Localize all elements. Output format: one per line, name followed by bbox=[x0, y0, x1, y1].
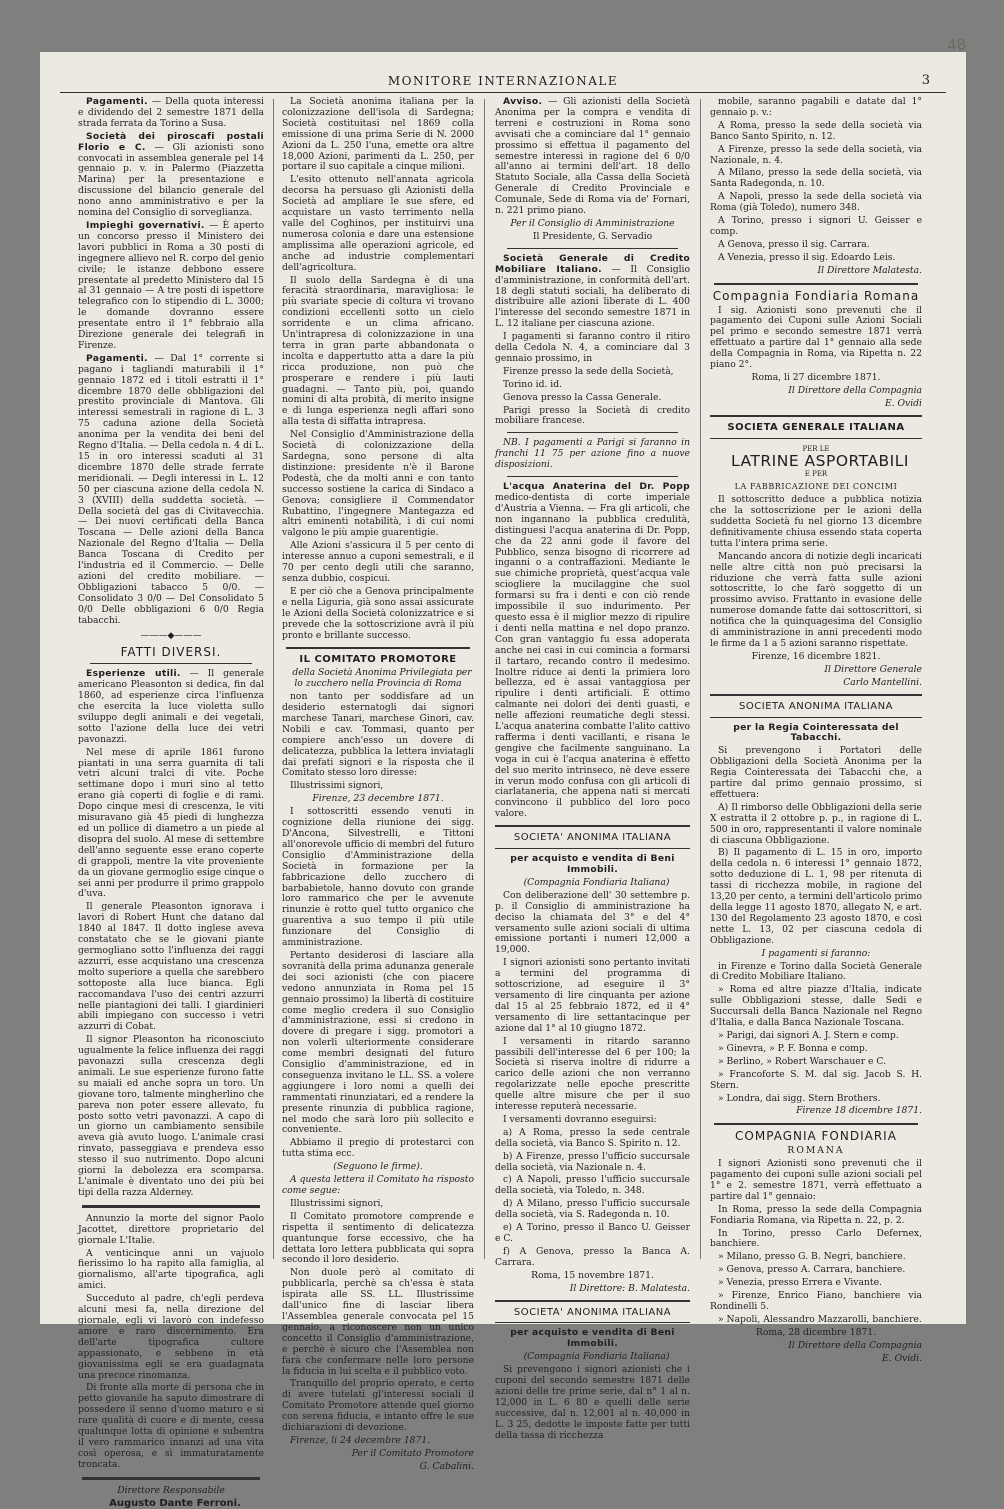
list-item: e) A Torino, presso il Banco U. Geisser e C. bbox=[495, 1222, 690, 1244]
list-item: c) A Napoli, presso l'ufficio succursale della società, via Toledo, n. 348. bbox=[495, 1174, 690, 1197]
ad-subtitle: (Compagnia Fondiaria Italiana) bbox=[523, 1351, 670, 1363]
signature: Il Direttore Generale bbox=[824, 663, 922, 675]
article-text: — Il Consiglio d'amministrazione, in conformità dell'art. 18 degli statuti sociali, ha deliberato di distribuire alle azioni liberate di L. 400 l'interesse del secondo semestre 1871 in L. 12 italiane per ciascuna azione. bbox=[495, 263, 690, 330]
ad-subtitle: E PER bbox=[804, 470, 828, 479]
signature: Per il Comitato Promotore bbox=[351, 1447, 474, 1459]
article-esperienze bbox=[78, 669, 264, 745]
ad-subtitle: per la Regia Cointeressata del Tabacchi. bbox=[733, 721, 899, 744]
page-number: 3 bbox=[921, 73, 930, 88]
ad-title-latrine: SOCIETA GENERALE ITALIANA bbox=[727, 421, 905, 433]
paragraph: I sottoscritti essendo venuti in cognizione della riunione dei sigg. D'Ancona, Silvestrelli, e Tittoni all'onorevole ufficio di membri del futuro Consiglio d'Amministrazione della Società in formazione per la fabbricazione dello zucchero di barbabietole, hanno dovuto con grande loro rammarico che per le avvenute rinunzie è rotto quel tutto organico che guarentiva a suo tempo il più utile funzionare del Consiglio di amministrazione. bbox=[282, 806, 474, 949]
paragraph: Il Comitato promotore comprende e rispetta il sentimento di delicatezza quantunque forse eccessivo, che ha dettata loro lettera pubblicata qui sopra secondo il loro desiderio. bbox=[282, 1210, 474, 1266]
dateline: Firenze, li 24 decembre 1871. bbox=[290, 1434, 431, 1446]
paragraph: A questa lettera il Comitato ha risposto come segue: bbox=[282, 1174, 474, 1196]
masthead-rule bbox=[60, 92, 946, 93]
note: (Seguono le firme). bbox=[333, 1161, 423, 1173]
article-florio bbox=[78, 132, 264, 219]
paragraph: Si prevengono i Portatori delle Obbligazioni della Società Anonima per la Regia Cointeressata dei Tabacchi che, a partire dal primo gennaio prossimo, si effettuera: bbox=[710, 745, 922, 800]
list-item: f) A Genova, presso la Banca A. Carrara. bbox=[495, 1245, 690, 1268]
ad-box bbox=[710, 415, 922, 439]
editor-name: Augusto Dante Ferroni. bbox=[109, 1497, 241, 1509]
list-item: a) A Roma, presso la sede centrale della società, via Banco S. Spirito n. 12. bbox=[495, 1126, 690, 1149]
paragraph: I sig. Azionisti sono prevenuti che il pagamento dei Cuponi sulle Azioni Sociali pel primo e secondo semestre 1871 verrà effettuato a partire dal 1° gennaio alla sede della Compagnia in Roma, via Ripetta n. 22 piano 2°. bbox=[710, 304, 922, 371]
signature: Il Presidente, G. Servadio bbox=[532, 230, 653, 242]
paragraph: Pertanto desiderosi di lasciare alla sovranità della prima adunanza generale dei soci azionisti (che con piacere vedono annunziata in Roma pel 15 gennaio prossimo) la libertà di costituire come meglio credera il suo Consiglio d'amministrazione, essi si credono in dovere di pregare i sigg. promotori a non volerli ulteriormente considerare come membri designati del futuro Consiglio d'amministrazione, ed in conseguenza invitano le LL. SS. a volere aggiungere i loro nomi a quelli dei rammentati rinunziatari, ed a rendere la presente rinunzia di pubblica ragione, nel modo che sarà loro più sollecito e conveniente. bbox=[282, 949, 474, 1136]
signature: Carlo Mantellini. bbox=[843, 676, 922, 688]
ad-title-fondiaria: Compagnia Fondiaria Romana bbox=[712, 288, 920, 303]
signature: E. Ovidi bbox=[884, 397, 922, 409]
dateline: Roma, li 27 dicembre 1871. bbox=[751, 371, 881, 383]
handwritten-page-number: 48 bbox=[946, 35, 967, 55]
column-1 bbox=[78, 96, 265, 1509]
article-text: medico-dentista di corte imperiale d'Austria a Vienna. — Fra gli articoli, che non ingannano la pubblica credulità, distinguesi l'acqua anaterina di Dr. Popp, che da 22 anni gode il favore del Pubblico, senza bisogno di ricorrere ad inganni o a contraffazioni. Mediante le sue chimiche proprietà, quest'acqua vale sciogliere la mucilaggine che suol formarsi su fra i denti e con ciò rende impossibile il suo indurimento. Per questo essa è il miglior mezzo di ripulire i denti nella mattina e nel dopo pranzo. Con gran vantaggio fu essa adoperata anche nei casi in cui comincia a formarsi il tartaro, recando contro il medesimo. Inoltre riduce ai denti la primiera loro bellezza, ed è assai vantaggiosa per ripulire i denti artificiali. È ottimo calmante nei dolori dei denti guasti, e nelle affezioni reumatiche degli stessi. L'acqua anaterina combatte l'alito cattivo rafferma i denti vacillanti, e risana le gengive che facilmente sanguinano. La voga in cui è l'acqua anaterina è effetto del suo merito intrinseco, nè deve essere in verun modo confusa con gli articoli di ciarlataneria, che appena nati si mercati convincono il pubblico del loro poco valore. bbox=[495, 492, 690, 820]
list-item: » Berlino, » Robert Warschauer e C. bbox=[718, 1055, 887, 1067]
article-heading: Pagamenti. bbox=[86, 352, 148, 364]
paragraph: Non duole però al comitato di pubblicarla, perchè sa ch'essa è stata ispirata alle SS. LL. Illustrissime dall'unico fine di lasciar libera l'Assemblea generale convocata pel 15 gennaio, a riconoscere non un unico concetto il Consiglio d'amministrazione, e perchè è sicuro che l'Assemblea non farà che confermare nelle loro persone la fiducia in lui scelta e il pubblico voto. bbox=[282, 1267, 474, 1377]
list-item: In Torino, presso Carlo Defernex, banchiere. bbox=[710, 1227, 922, 1250]
article-heading: Esperienze utili. bbox=[86, 668, 181, 680]
article-heading: Impieghi governativi. bbox=[86, 219, 205, 231]
article-heading: Società dei piroscafi postali Florio e C. bbox=[78, 130, 264, 153]
ad-box bbox=[495, 1300, 690, 1324]
rule bbox=[90, 663, 252, 664]
list-item: A Torino, presso i signori U. Geisser e comp. bbox=[710, 215, 922, 237]
paragraph: Con deliberazione dell' 30 settembre p. p. il Consiglio di amministrazione ha deciso la chiamata del 3° e del 4° versamento sulle azioni sociali di ultima emissione portanti i numeri 12,000 a 19,000. bbox=[495, 889, 690, 956]
paragraph: E per ciò che a Genova principalmente e nella Liguria, già sono assai assicurate le Azioni della Società colonizzatrice e si prevede che la sottoscrizione avrà il più pronto e brillante successo. bbox=[282, 585, 474, 641]
ad-title-compagnia: COMPAGNIA FONDIARIA bbox=[735, 1129, 897, 1144]
dateline: Firenze 18 dicembre 1871. bbox=[796, 1105, 922, 1117]
list-item: » Milano, presso G. B. Negri, banchiere. bbox=[718, 1251, 906, 1263]
paragraph: Tranquillo del proprio operato, e certo di avere tutelati gl'interessi sociali il Comitato Promotore attende quel giorno con serena fiducia, e intanto offre le sue dichiarazioni di devozione. bbox=[282, 1378, 474, 1434]
article-text: — È aperto un concorso presso il Ministero dei lavori pubblici in Roma a 30 posti di ingegnere allievo nel R. corpo del genio civile; le istanze debbono essere presentate al predetto Ministero dal 15 al 31 gennaio — A tre posti di ispettore telegrafico con lo stipendio di L. 3000; le domande dovranno essere presentate entro il 1° febbraio alla Direzione generale dei telegrafi in Firenze. bbox=[78, 219, 265, 351]
column-3 bbox=[495, 96, 690, 1441]
paragraph: Mancando ancora di notizie degli incaricati nelle altre città non può precisarsi la riduzione che verrà fatta sulle azioni sottoscritte, lo che farò soggetto di un prossimo avviso. Frattanto in evasione delle numerose domande fatte dai sottoscrittori, si notifica che la quinquagesima del Consiglio di amministrazione in anni precedenti modo le firme da 1 a 5 azioni saranno rispettate. bbox=[710, 550, 922, 649]
paragraph: A) Il rimborso delle Obbligazioni della serie X estratta il 2 ottobre p. p., in ragione di L. 500 in oro, rappresentanti il valore nominale di ciascuna Obbligazione. bbox=[710, 801, 922, 846]
ad-title: SOCIETA' ANONIMA ITALIANA bbox=[513, 1306, 672, 1318]
list-item: » Venezia, presso Errera e Vivante. bbox=[718, 1277, 882, 1289]
paragraph: Il generale Pleasonton ignorava i lavori di Robert Hunt che datano dal 1840 al 1847. Il dotto inglese aveva constatato che se le giovani piante germogliano sotto l'influenza dei raggi azzurri, esse acquistano una crescenza molto superiore a quella che sarebbero sottoposte alla luce bianca. Egli raccomandava l'uso dei centri azzurri nelle piantagioni dei talli. I giardinieri abili impiegano con successo i vetri azzurri di Cobat. bbox=[78, 901, 264, 1033]
signature: E. Ovidi. bbox=[882, 1352, 922, 1364]
rule bbox=[507, 248, 678, 249]
article-heading: Pagamenti. bbox=[86, 96, 148, 107]
ad-subtitle: per acquisto e vendita di Beni Immobili. bbox=[510, 853, 675, 875]
article-heading: Società Generale di Credito Mobiliare Italiano. bbox=[495, 252, 690, 275]
paragraph: Abbiamo il pregio di protestarci con tutta stima ecc. bbox=[282, 1137, 474, 1160]
list-item: A Milano, presso la sede della società, via Santa Radegonda, n. 10. bbox=[710, 167, 922, 190]
article-pagamenti-susa bbox=[78, 97, 264, 130]
paragraph: Alle Azioni s'assicura il 5 per cento di interesse annuo a cuponi semestrali, e il 70 per cento degli utili che saranno, senza dubbio, cospicui. bbox=[282, 540, 474, 584]
list-item: b) A Firenze, presso l'ufficio succursale della società, via Nazionale n. 4. bbox=[495, 1150, 690, 1173]
rule bbox=[507, 432, 678, 433]
paragraph: Si prevengono i signori azionisti che i cuponi del secondo semestre 1871 delle azioni delle tre prime serie, dal n° 1 al n. 12,000 in L. 6 80 e quelli delle serie successive, dal n. 12,001 al n. 40,000 in L. 3 25, dedotte le imposte fatte per tutti della tassa di ricchezza bbox=[495, 1364, 690, 1441]
dateline: Firenze, 16 dicembre 1821. bbox=[751, 650, 881, 662]
section-title-comitato: IL COMITATO PROMOTORE bbox=[299, 654, 457, 666]
thick-divider bbox=[82, 1205, 260, 1208]
article-text: — Gli azionisti sono convocati in assemblea generale pel 14 gennaio p. v. in Palermo (Piazzetta Marina) per la presentazione e discussione del bilancio generale del nono anno amministrativo e per la nomina del Consiglio di sorveglianza. bbox=[78, 141, 264, 219]
paragraph: Nel Consiglio d'Amministrazione della Società di colonizzazione della Sardegna, sono persone di alta distinzione: presidente n'è il Barone Podestà, che da molti anni e con tanto successo sostiene la carica di Sindaco a Genova; consigliere il Commendator Rubattino, l'ingegnere Mantegazza ed altri eminenti notabilità, i di cui nomi valgono le più ampie guarentigie. bbox=[282, 429, 474, 539]
list-item: A Roma, presso la sede della società via Banco Santo Spirito, n. 12. bbox=[710, 119, 922, 142]
signature: Il Direttore della Compagnia bbox=[788, 1339, 922, 1351]
paragraph: Il signor Pleasonton ha riconosciuto ugualmente la felice influenza dei raggi pavonazzi sulla crescenza degli animali. Le sue esperienze furono fatte su maiali ed anche sopra un toro. Un giovane toro, talmente mingherlino che pareva non poter essere allevato, fu posto sotto vetri pavonazzi. A capo di un giorno un cambiamento sensibile aveva già avuto luogo. L'animale crasi rinvato, passeggiava e prendeva esso stesso il suo nutrimento. Dopo alcuni giorni la debolezza era scomparsa. L'animale è diventato uno dei più bei tipi della razza Alderney. bbox=[78, 1034, 264, 1198]
list-item: » Genova, presso A. Carrara, banchiere. bbox=[718, 1264, 906, 1276]
paragraph: I pagamenti si faranno contro il ritiro della Cedola N. 4, a cominciare dal 3 gennaio prossimo, in bbox=[495, 331, 690, 364]
list-item: A Firenze, presso la sede della società, via Nazionale, n. 4. bbox=[710, 143, 922, 166]
dateline: Roma, 15 novembre 1871. bbox=[531, 1269, 654, 1281]
list-item: » Francoforte S. M. dal sig. Jacob S. H. Stern. bbox=[710, 1068, 922, 1091]
thick-divider bbox=[714, 283, 918, 285]
salutation: Illustrissimi signori, bbox=[290, 1197, 384, 1209]
ad-subtitle: (Compagnia Fondiaria Italiana) bbox=[523, 876, 670, 888]
list-item: » Ginevra, » P. F. Bonna e comp. bbox=[718, 1042, 868, 1054]
list-item: A Venezia, presso il sig. Edoardo Leis. bbox=[718, 251, 896, 263]
paragraph: Nel mese di aprile 1861 furono piantati in una serra guarnita di tali vetri alcuni tralci di vite. Poche settimane dopo i muri sino al tetto erano già coperti di foglie e di rami. Dopo cinque mesi di crescenza, le viti misuravano già 45 piedi di lunghezza ed un pollice di diametro a un piede al disopra del suolo. Al mese di settembre dell'anno seguente esse erano coperte di grappoli, mentre la vite proveniente da un giovane germoglio esige cinque o sei anni per produrre il primo grappolo d'uva. bbox=[78, 746, 264, 900]
article-credito-mobiliare bbox=[495, 254, 690, 330]
list-item: A Genova, presso il sig. Carrara. bbox=[718, 238, 870, 250]
column-divider bbox=[700, 99, 701, 1259]
article-text: — Il generale americano Pleasonton si dedica, fin dal 1860, ad esperienze circa l'influenza che esercita la luce violetta sullo sviluppo degli animali e dei vegetali, sotto l'azione della luce dei vetri pavonazzi. bbox=[78, 668, 264, 745]
paragraph: mobile, saranno pagabili e datate dal 1° gennaio p. v.: bbox=[710, 96, 922, 118]
column-2 bbox=[282, 96, 474, 1472]
paragraph: I versamenti dovranno eseguirsi: bbox=[503, 1113, 657, 1125]
thick-divider bbox=[286, 647, 470, 649]
ad-subtitle: PER LE bbox=[802, 444, 830, 453]
ad-subtitle: per acquisto e vendita di Beni Immobili. bbox=[510, 1327, 675, 1350]
list-item: Genova presso la Cassa Generale. bbox=[503, 391, 662, 403]
paragraph: A venticinque anni un vajuolo fierissimo lo ha rapito alla famiglia, al giornalismo, all'arte tipografica, agli amici. bbox=[78, 1247, 264, 1292]
column-divider bbox=[273, 99, 274, 1259]
section-title-fatti-diversi: FATTI DIVERSI. bbox=[120, 645, 222, 660]
paragraph: L'esito ottenuto nell'annata agricola decorsa ha persuaso gli Azionisti della Società ad ampliare le sue sfere, ed acquistare un vasto terrimento nella valle del Coghinos, per instituirvi una numerosa colonia e dare una estensione amplissima alle operazioni agricole, ed anche ad industrie complementari dell'agricoltura. bbox=[282, 174, 474, 273]
article-heading: Avviso. bbox=[503, 96, 543, 107]
paragraph: Annunzio la morte del signor Paolo Jacottet, direttore proprietario del giornale L'Italie. bbox=[78, 1212, 264, 1246]
list-item: » Parigi, dai signori A. J. Stern e comp. bbox=[718, 1029, 899, 1041]
paragraph: I signori azionisti sono pertanto invitati a termini del programma di sottoscrizione, ad eseguire il 3° versamento di lire cinquanta per azione dal 15 al 25 febbraio 1872, ed il 4° versamento di lire settantacinque per azione dal 1° al 10 giugno 1872. bbox=[495, 957, 690, 1034]
list-item: d) A Milano, presso l'ufficio succursale della società, via S. Radegonda n. 10. bbox=[495, 1198, 690, 1221]
list-item: A Napoli, presso la sede della società via Roma (già Toledo), numero 348. bbox=[710, 191, 922, 214]
article-avviso bbox=[495, 97, 690, 217]
list-item: » Londra, dai sigg. Stern Brothers. bbox=[718, 1092, 881, 1104]
ornament-divider: ———◆——— bbox=[140, 630, 202, 641]
editor-label: Direttore Responsabile bbox=[117, 1484, 225, 1496]
paragraph: Di fronte alla morte di persona che in petto giovanile ha saputo dimostrare di possedere il senno d'uomo maturo e sì rare qualità di cuore e di mente, cessa qualunque lotta di opinione e subentra il vero rammarico innanzi ad una vita così operosa, e sì immaturatamente troncata. bbox=[78, 1382, 264, 1470]
masthead-title: MONITORE INTERNAZIONALE bbox=[387, 74, 619, 88]
dateline: Firenze, 23 decembre 1871. bbox=[312, 793, 444, 805]
dateline: Roma, 28 dicembre 1871. bbox=[755, 1326, 877, 1338]
list-item: Parigi presso la Società di credito mobiliare francese. bbox=[495, 404, 690, 427]
list-item: » Firenze, Enrico Fiano, banchiere via Rondinelli 5. bbox=[710, 1290, 922, 1312]
newspaper-page bbox=[40, 35, 967, 1509]
article-impieghi bbox=[78, 221, 264, 352]
note: NB. I pagamenti a Parigi si faranno in franchi 11 75 per azione fino a nuove disposizioni. bbox=[495, 437, 690, 471]
paragraph: B) Il pagamento di L. 15 in oro, importo della cedola n. 6 interessi 1° gennaio 1872, sotto deduzione di L. 1, 98 per ritenuta di tassi di ricchezza mobile, in ragione del 13,20 per cento, a termini dell'articolo primo della legge 11 agosto 1870, allegato N, e art. 130 del Regolamento 23 agosto 1870, e così nette L. 13, 02 per ciascuna cedola di Obbligazione. bbox=[710, 847, 922, 946]
paragraph: I signori Azionisti sono prevenuti che il pagamento dei cuponi sulle azioni sociali pel 1° e 2. semestre 1871, verrà effettuato a partire dal 1° gennaio: bbox=[710, 1158, 922, 1202]
thick-divider bbox=[714, 1123, 918, 1125]
thick-divider bbox=[82, 1477, 260, 1480]
paragraph: non tanto per soddisfare ad un desiderio esternatogli dai signori marchese Tanari, marchese Ginori, cav. Nobili e cav. Tommasi, quanto per compiere anch'esso un dovere di delicatezza, pubblica la lettera inviatagli dai prefati signori e la risposta che il Comitato stesso loro diresse: bbox=[282, 691, 474, 779]
ad-title: SOCIETA' ANONIMA ITALIANA bbox=[513, 832, 672, 844]
paragraph: Il sottoscritto deduce a pubblica notizia che la sottoscrizione per le azioni della suddetta Società fu nel giorno 13 dicembre definitivamente chiusa essendo stata coperta tutta l'intera prima serie. bbox=[710, 494, 922, 549]
paragraph: Succeduto al padre, ch'egli perdeva alcuni mesi fa, nella direzione del giornale, egli vi lavorò con indefesso amore e raro discernimento. Era dell'arte tipografica cultore appassionato, e sebbene in età giovanissima egli se era guadagnata una precoce rinomanza. bbox=[78, 1293, 264, 1381]
rule bbox=[507, 476, 678, 477]
column-4 bbox=[710, 96, 922, 1364]
list-item: » Napoli, Alessandro Mazzarolli, banchiere. bbox=[718, 1313, 922, 1325]
ad-box bbox=[710, 694, 922, 718]
signature: G. Cabalini. bbox=[419, 1460, 474, 1472]
column-divider bbox=[484, 99, 485, 1259]
ad-title-tabacchi: SOCIETA ANONIMA ITALIANA bbox=[739, 700, 893, 712]
article-text: — Dal 1° corrente si pagano i tagliandi maturabili il 1° gennaio 1872 ed i titoli estratti il 1° dicembre 1870 delle obbligazioni del prestito provinciale di Mantova. Gli interessi semestrali in ragione di L. 3 75 caduna azione della Società anonima per la vendita dei beni del Regno d'Italia. — Della cedola n. 4 di L. 15 in oro interessi scaduti al 31 dicembre 1870 delle strade ferrate meridionali. — Degli interessi in L. 12 50 per ciascuna azione della cedola N. 3 (XVIII) della suddetta società. — Della società del gas di Civitavecchia. — Dei nuovi certificati della Banca Toscana — Delle azioni della Banca Nazionale del Regno d'Italia — Della Banca Toscana di Credito per l'industria ed il Commercio. — Delle azioni del credito mobiliare. — Obbligazioni tabacco 5 0/0. — Consolidato 3 0/0 — Del Consolidato 5 0/0 Delle obbligazioni 6 0/0 Regia tabacchi. bbox=[78, 352, 264, 626]
ad-headline: LATRINE ASPORTABILI bbox=[731, 452, 909, 471]
ad-subtitle: ROMANA bbox=[787, 1145, 845, 1157]
salutation: Illustrissimi signori, bbox=[290, 780, 384, 792]
signature: Il Direttore: B. Malatesta. bbox=[569, 1282, 690, 1294]
article-acqua-anaterina bbox=[495, 482, 690, 820]
signature: Il Direttore Malatesta. bbox=[817, 264, 922, 276]
article-pagamenti-mantova bbox=[78, 354, 264, 627]
list-item: Torino id. id. bbox=[503, 378, 563, 390]
signature: Il Direttore della Compagnia bbox=[788, 384, 922, 396]
list-item: Firenze presso la sede della Società, bbox=[503, 365, 674, 377]
paragraph: I versamenti in ritardo saranno passibili dell'interesse del 6 per 100; la Società si riserva inoltre di ridurre a carico delle azioni che non verranno regolarizzate nelle epoche prescritte quelle altre misure che per il suo interesse reputerà necessarie. bbox=[495, 1035, 690, 1113]
article-heading: L'acqua Anaterina del Dr. Popp bbox=[503, 481, 690, 493]
paragraph: I pagamenti si faranno: bbox=[761, 947, 871, 959]
masthead bbox=[40, 74, 966, 90]
paragraph: in Firenze e Torino dalla Società Generale di Credito Mobiliare Italiano. bbox=[710, 960, 922, 983]
ad-subtitle: LA FABBRICAZIONE DEI CONCIMI bbox=[734, 482, 898, 492]
article-text: — Gli azionisti della Società Anonima per la compra e vendita di terreni e costruzioni in Roma sono avvisati che a cominciare dal 1° gennaio prossimo si effettua il pagamento del semestre interessi in ragione del 6 0/0 all'anno ai termini dell'art. 18 dello Statuto Sociale, alla Cassa della Società Generale di Credito Provinciale e Comunale, Sede di Roma via de' Fornari, n. 221 primo piano. bbox=[495, 96, 690, 217]
paragraph: » Roma ed altre piazze d'Italia, indicate sulle Obbligazioni stesse, dalle Sedi e Succursali della Banca Nazionale nel Regno d'Italia, e dalla Banca Nazionale Toscana. bbox=[710, 984, 922, 1029]
list-item: In Roma, presso la sede della Compagnia Fondiaria Romana, via Ripetta n. 22, p. 2. bbox=[710, 1203, 922, 1226]
article-text: — Della quota interessi e dividendo del 2 semestre 1871 della strada ferrata da Torino a Susa. bbox=[78, 96, 264, 129]
paragraph: Il suolo della Sardegna è di una feracità straordinaria, maravigliosa: le più svariate specie di coltura vi trovano condizioni eccellenti sotto un cielo sorridente e un clima africano. Un'intrapresa di colonizzazione in una terra in gran parte abbandonata o incolta e dappertutto atta a dare la più ricca produzione, non può che prosperare e rendere i più lauti guadagni. — Tanto più, poi, quando nomini di alta probità, di merito insigne e di lunga esperienza negli affari sono alla testa di siffatta intrapresa. bbox=[282, 274, 474, 428]
signature: Per il Consiglio di Amministrazione bbox=[510, 217, 675, 229]
paragraph: La Società anonima italiana per la colonizzazione dell'isola di Sardegna; Società costituitasi nel 1869 colla emissione di una prima Serie di N. 2000 Azioni da L. 250 l'una, emette ora altre 18,000 Azioni, parimenti da L. 250, per portare il suo capitale a cinque milioni. bbox=[282, 96, 474, 173]
section-subtitle: della Società Anonima Privilegiata per lo zucchero nella Provincia di Roma bbox=[292, 667, 472, 690]
ad-box bbox=[495, 825, 690, 849]
